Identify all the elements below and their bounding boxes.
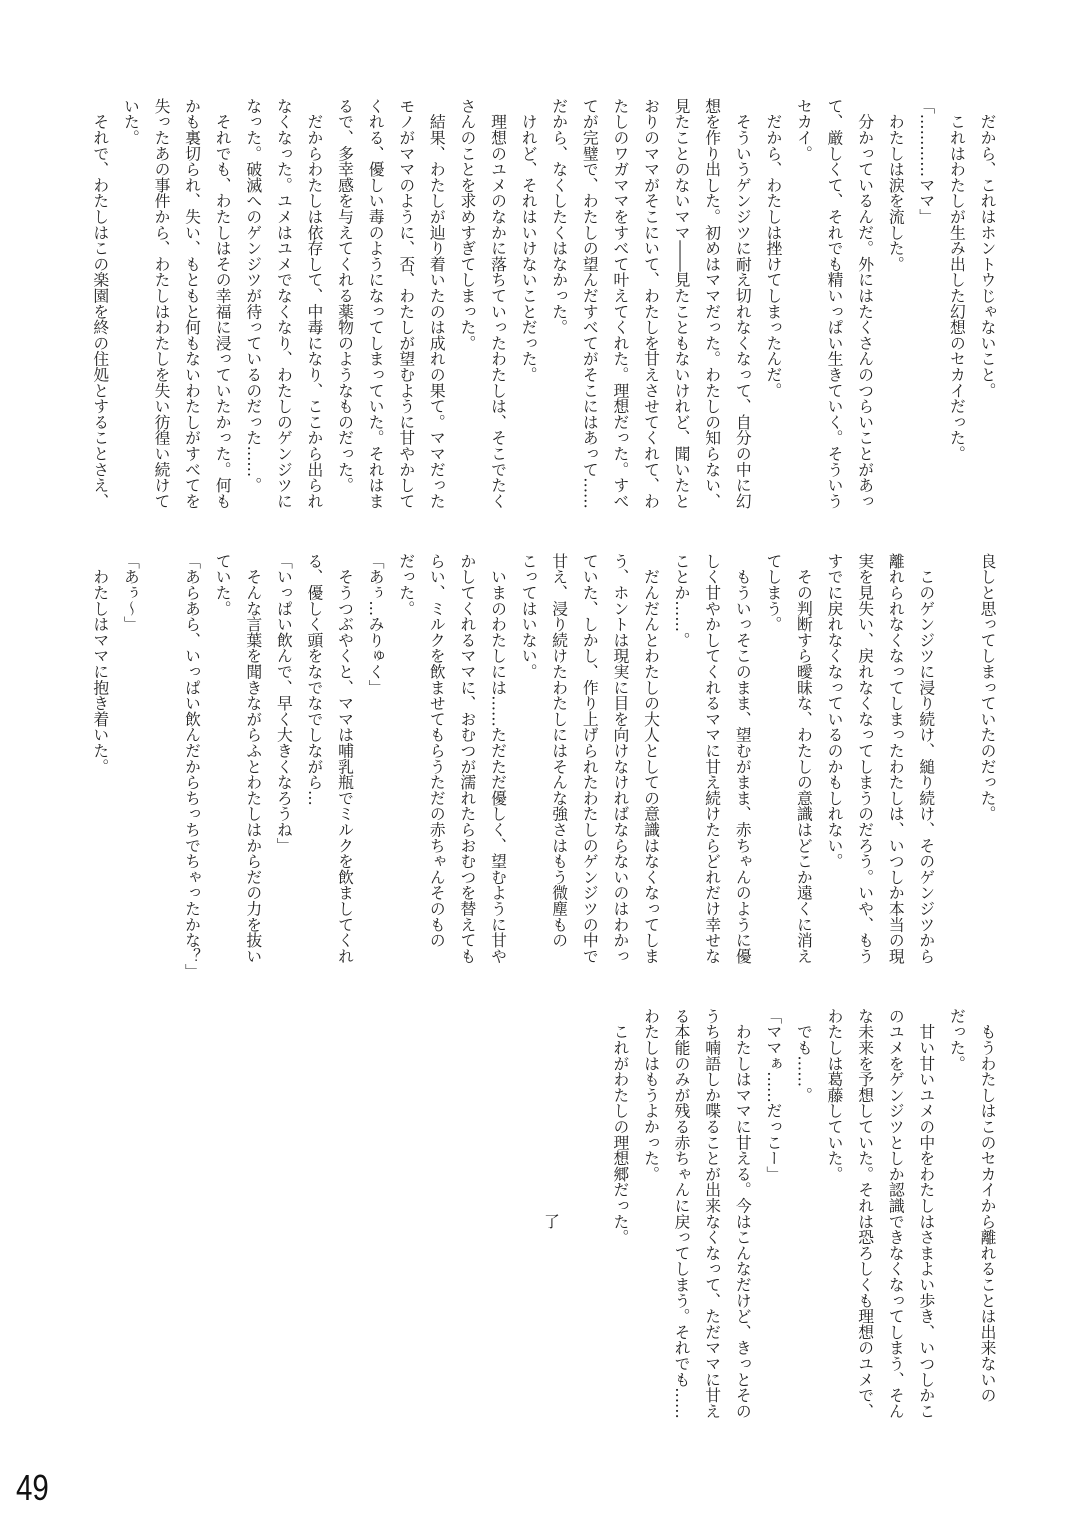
text-column: わたしはママに甘える。今はこんなだけど、きっとその (733, 1008, 753, 1419)
text-column: 分かっているんだ。外にはたくさんのつらいことがあっ (855, 98, 875, 509)
text-column: たしのワガママをすべて叶えてくれた。理想だった。すべ (610, 98, 630, 509)
page-number: 49 (16, 1467, 49, 1508)
text-column: わたしは葛藤していた。 (825, 1008, 845, 1182)
text-column: る、優しく頭をなでなでしながら… (304, 553, 324, 806)
text-column: さんのことを求めすぎてしまった。 (457, 98, 477, 351)
text-column: 結果、わたしが辿り着いたのは成れの果て。ママだった (427, 98, 447, 509)
text-column: 甘え、浸り続けたわたしにはそんな強さはもう微塵もの (549, 553, 569, 948)
text-column: 「あらあら、いっぱい飲んだからちっちでちゃったかな？」 (182, 553, 202, 980)
text-column: だからわたしは依存して、中毒になり、ここから出られ (304, 98, 324, 509)
text-column: くれる、優しい毒のようになってしまっていた。それはま (366, 98, 386, 509)
text-column: て、厳しくて、それでも精いっぱい生きていく。そういう (825, 98, 845, 509)
text-column: セカイ。 (794, 98, 814, 162)
text-column: わたしはもうよかった。 (641, 1008, 661, 1182)
text-column: 想を作り出した。初めはママだった。わたしの知らない、 (702, 98, 722, 509)
text-column: けれど、それはいけないことだった。 (519, 98, 539, 383)
text-column: もうわたしはこのセカイから離れることは出来ないの (978, 1008, 997, 1403)
text-column: 良しと思ってしまっていたのだった。 (978, 553, 997, 822)
text-column: このゲンジツに浸り続け、縋り続け、そのゲンジツから (916, 553, 936, 964)
end-mark: 了 (544, 1212, 560, 1231)
text-column: らい、ミルクを飲ませてもらうただの赤ちゃんそのもの (427, 553, 447, 948)
text-column: うち喃語しか喋ることが出来なくなって、ただママに甘え (702, 1008, 722, 1419)
text-column: 「ママぁ……だっこー」 (763, 1008, 783, 1182)
text-column: でも……。 (794, 1008, 814, 1103)
text-column: かしてくれるママに、おむつが濡れたらおむつを替えても (457, 553, 477, 964)
text-column: すでに戻れなくなっているのかもしれない。 (825, 553, 845, 869)
blank-column (941, 553, 972, 965)
text-column: てしまう。 (763, 553, 783, 632)
text-column: 見たことのないママ――見たこともないけれど、聞いたと (672, 98, 692, 509)
text-column: なった。破滅へのゲンジツが待っているのだった……。 (243, 98, 263, 493)
text-column: 失ったあの事件から、わたしはわたしを失い彷徨い続けて (151, 98, 171, 509)
text-column: う、ホントは現実に目を向けなければならないのはわかっ (610, 553, 630, 964)
text-column: 「…………ママ」 (916, 98, 936, 225)
blank-column (145, 553, 176, 965)
text-column: るで、多幸感を与えてくれる薬物のようなものだった。 (335, 98, 355, 493)
text-column: な未来を予想していた。それは恐ろしくも理想のユメで、 (855, 1008, 875, 1419)
text-column: 甘い甘いユメの中をわたしはさまよい歩き、いつしかこ (916, 1008, 936, 1419)
text-column: なくなった。ユメはユメでなくなり、わたしのゲンジツに (274, 98, 294, 509)
text-column: それでも、わたしはその幸福に浸っていたかった。何も (213, 98, 233, 509)
text-column: だから、わたしは挫けてしまったんだ。 (763, 98, 783, 399)
text-column: だった。 (396, 553, 416, 617)
text-column: これがわたしの理想郷だった。 (610, 1008, 630, 1245)
text-column: わたしはママに抱き着いた。 (90, 553, 110, 775)
text-column: 「あぅ…みりゅく」 (366, 553, 386, 696)
text-column: ことか……。 (672, 553, 692, 648)
text-column: だから、これはホントウじゃないこと。 (978, 98, 997, 399)
text-column: ていた。 (213, 553, 233, 617)
text-column: 離れられなくなってしまったわたしは、いつしか本当の現 (886, 553, 906, 964)
text-column: それで、わたしはこの楽園を終の住処とすることさえ、 (90, 98, 110, 509)
text-column: のユメをゲンジツとしか認識できなくなってしまう、そん (886, 1008, 906, 1419)
text-column: る本能のみが残る赤ちゃんに戻ってしまう。それでも…… (672, 1008, 692, 1419)
text-column: しく甘やかしてくれるママに甘え続けたらどれだけ幸せな (702, 553, 722, 964)
text-column: もういっそこのまま、望むがまま、赤ちゃんのように優 (733, 553, 753, 964)
text-column: こってはいない。 (519, 553, 539, 680)
text-column: その判断すら曖昧な、わたしの意識はどこか遠くに消え (794, 553, 814, 964)
text-column: 「あぅ～」 (121, 553, 141, 632)
text-column: いまのわたしには……ただただ優しく、望むように甘や (488, 553, 508, 964)
text-column: だんだんとわたしの大人としての意識はなくなってしま (641, 553, 661, 964)
text-column: そんな言葉を聞きながらふとわたしはからだの力を抜い (243, 553, 263, 964)
text-tier-top (84, 98, 1002, 510)
text-column: いた。 (121, 98, 141, 146)
text-column: かも裏切られ、失い、もともと何もないわたしがすべてを (182, 98, 202, 509)
text-column: わたしは涙を流した。 (886, 98, 906, 272)
text-column: 実を見失い、戻れなくなってしまうのだろう。いや、もう (855, 553, 875, 964)
text-tier-middle (84, 553, 1002, 980)
text-column: そういうゲンジツに耐え切れなくなって、自分の中に幻 (733, 98, 753, 509)
text-tier-bottom (604, 1008, 1002, 1420)
text-column: だから、なくしたくはなかった。 (549, 98, 569, 335)
text-column: 「いっぱい飲んで、早く大きくなろうね」 (274, 553, 294, 854)
text-column: 理想のユメのなかに落ちていったわたしは、そこでたく (488, 98, 508, 509)
text-column: おりのママがそこにいて、わたしを甘えさせてくれて、わ (641, 98, 661, 509)
text-column: モノがママのように、否、わたしが望むように甘やかして (396, 98, 416, 509)
text-column: そうつぶやくと、ママは哺乳瓶でミルクを飲ましてくれ (335, 553, 355, 964)
text-column: だった。 (947, 1008, 967, 1072)
text-column: てが完璧で、わたしの望んだすべてがそこにはあって…… (580, 98, 600, 509)
text-column: ていた、しかし、作り上げられたわたしのゲンジツの中で (580, 553, 600, 964)
text-column: これはわたしが生み出した幻想のセカイだった。 (947, 98, 967, 462)
